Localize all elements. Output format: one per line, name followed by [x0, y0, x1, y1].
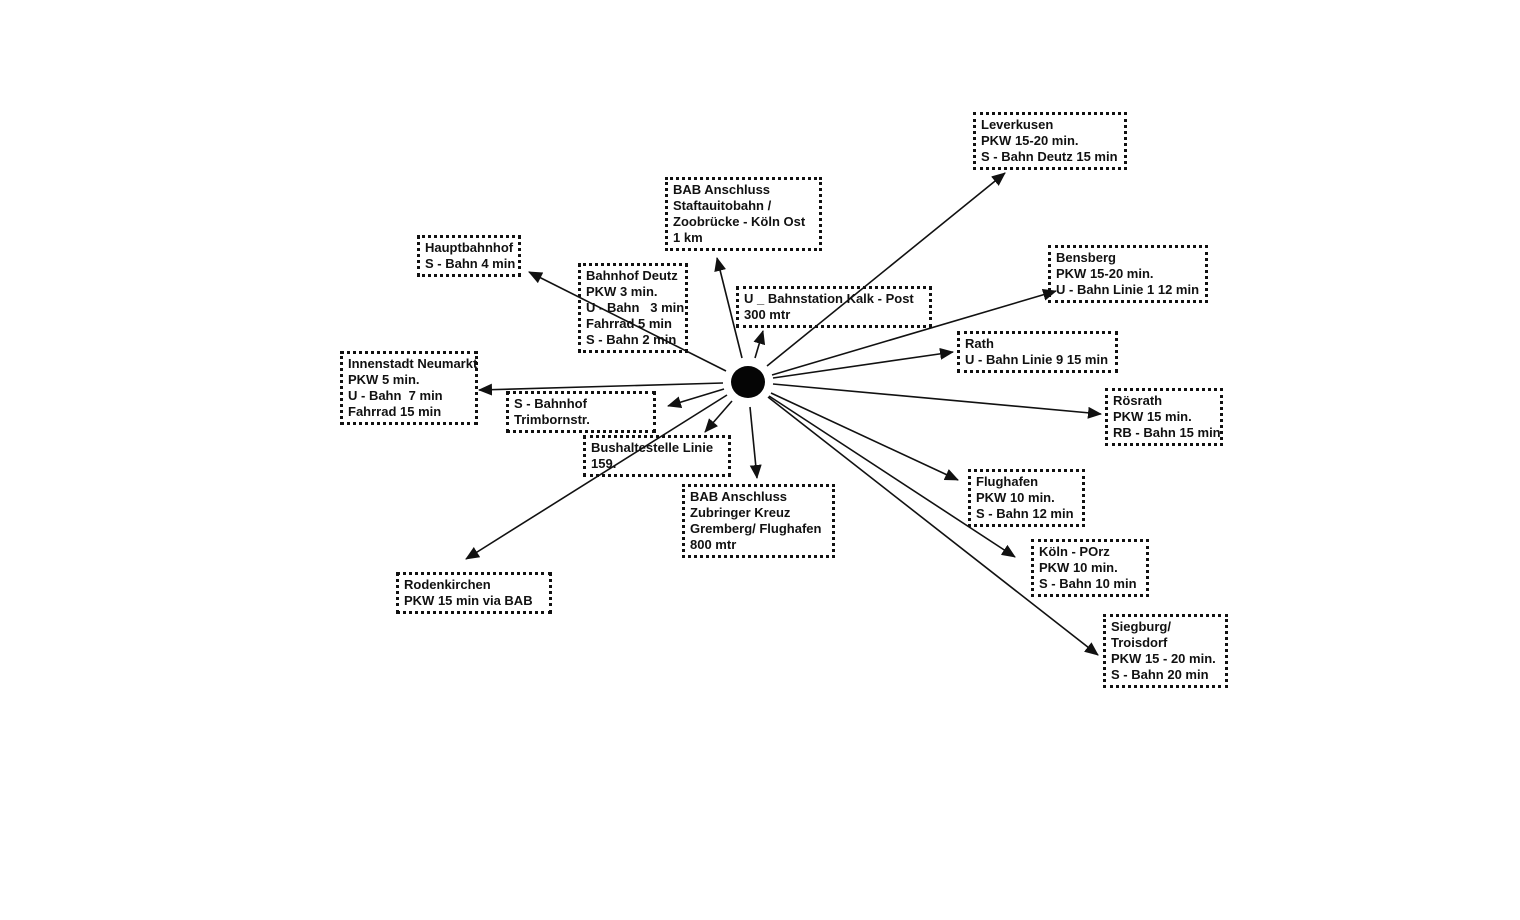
node-innenstadt-neumarkt	[340, 351, 478, 425]
node-innenstadt-neumarkt-line: Fahrrad 15 min	[348, 404, 442, 419]
node-siegburg-troisdorf-line: S - Bahn 20 min	[1111, 667, 1209, 682]
arrow-kalk-post	[755, 331, 763, 358]
node-bushaltestelle	[583, 435, 731, 477]
arrow-innenstadt-neumarkt	[479, 383, 723, 390]
node-rath	[957, 331, 1118, 373]
node-bahnhof-deutz-line: Fahrrad 5 min	[586, 316, 672, 331]
node-bab-zoobruecke	[665, 177, 822, 251]
node-bab-zoobruecke-line: Zoobrücke - Köln Ost	[673, 214, 806, 229]
node-roesrath-line: Rösrath	[1113, 393, 1163, 408]
arrow-flughafen	[771, 393, 958, 480]
node-innenstadt-neumarkt-line: U - Bahn 7 min	[348, 388, 443, 403]
node-trimbornstr-line: S - Bahnhof	[514, 396, 587, 411]
node-trimbornstr-line: Trimbornstr.	[514, 412, 590, 427]
node-siegburg-troisdorf	[1103, 614, 1228, 688]
node-siegburg-troisdorf-line: Siegburg/	[1111, 619, 1171, 634]
node-bab-zoobruecke-line: Staftauitobahn /	[673, 198, 772, 213]
node-trimbornstr	[506, 391, 656, 433]
node-hauptbahnhof-line: S - Bahn 4 min	[425, 256, 516, 271]
node-koeln-porz	[1031, 539, 1149, 597]
node-leverkusen-line: S - Bahn Deutz 15 min	[981, 149, 1118, 164]
arrow-bab-gremberg	[750, 407, 757, 478]
node-innenstadt-neumarkt-line: PKW 5 min.	[348, 372, 420, 387]
node-kalk-post-line: U _ Bahnstation Kalk - Post	[744, 291, 914, 306]
node-rath-line: U - Bahn Linie 9 15 min	[965, 352, 1109, 367]
node-roesrath	[1105, 388, 1223, 446]
node-bahnhof-deutz-line: S - Bahn 2 min	[586, 332, 677, 347]
node-flughafen-line: PKW 10 min.	[976, 490, 1055, 505]
arrow-rath	[773, 352, 953, 378]
node-roesrath-line: PKW 15 min.	[1113, 409, 1192, 424]
node-bushaltestelle-line: Bushaltestelle Linie	[591, 440, 714, 455]
node-kalk-post	[736, 286, 932, 328]
node-bab-zoobruecke-line: BAB Anschluss	[673, 182, 771, 197]
node-bab-gremberg-line: Zubringer Kreuz	[690, 505, 791, 520]
node-bab-zoobruecke-line: 1 km	[673, 230, 703, 245]
node-bahnhof-deutz-line: PKW 3 min.	[586, 284, 658, 299]
node-siegburg-troisdorf-line: Troisdorf	[1111, 635, 1168, 650]
node-bab-gremberg-line: 800 mtr	[690, 537, 737, 552]
node-flughafen-line: Flughafen	[976, 474, 1039, 489]
node-bensberg	[1048, 245, 1208, 303]
node-leverkusen-line: Leverkusen	[981, 117, 1054, 132]
node-leverkusen-line: PKW 15-20 min.	[981, 133, 1079, 148]
node-bab-gremberg-line: BAB Anschluss	[690, 489, 788, 504]
node-bensberg-line: PKW 15-20 min.	[1056, 266, 1154, 281]
node-bensberg-line: Bensberg	[1056, 250, 1116, 265]
node-bab-gremberg	[682, 484, 835, 558]
node-roesrath-line: RB - Bahn 15 min	[1113, 425, 1221, 440]
node-bahnhof-deutz-line: Bahnhof Deutz	[586, 268, 678, 283]
node-bahnhof-deutz-line: U - Bahn 3 min	[586, 300, 685, 315]
node-rodenkirchen-line: Rodenkirchen	[404, 577, 491, 592]
node-bahnhof-deutz	[578, 263, 688, 353]
node-rodenkirchen-line: PKW 15 min via BAB	[404, 593, 533, 608]
node-bushaltestelle-line: 159.	[591, 456, 617, 471]
node-flughafen	[968, 469, 1085, 527]
node-koeln-porz-line: S - Bahn 10 min	[1039, 576, 1137, 591]
node-hauptbahnhof	[417, 235, 521, 277]
node-siegburg-troisdorf-line: PKW 15 - 20 min.	[1111, 651, 1216, 666]
arrow-roesrath	[773, 384, 1101, 414]
central-node	[731, 366, 765, 398]
node-leverkusen	[973, 112, 1127, 170]
node-innenstadt-neumarkt-line: Innenstadt Neumarkt	[348, 356, 478, 371]
node-kalk-post-line: 300 mtr	[744, 307, 791, 322]
node-flughafen-line: S - Bahn 12 min	[976, 506, 1074, 521]
node-koeln-porz-line: Köln - POrz	[1039, 544, 1110, 559]
node-rath-line: Rath	[965, 336, 994, 351]
node-bab-gremberg-line: Gremberg/ Flughafen	[690, 521, 822, 536]
node-hauptbahnhof-line: Hauptbahnhof	[425, 240, 514, 255]
node-bensberg-line: U - Bahn Linie 1 12 min	[1056, 282, 1200, 297]
node-rodenkirchen	[396, 572, 552, 614]
node-koeln-porz-line: PKW 10 min.	[1039, 560, 1118, 575]
arrow-trimbornstr	[668, 389, 724, 406]
